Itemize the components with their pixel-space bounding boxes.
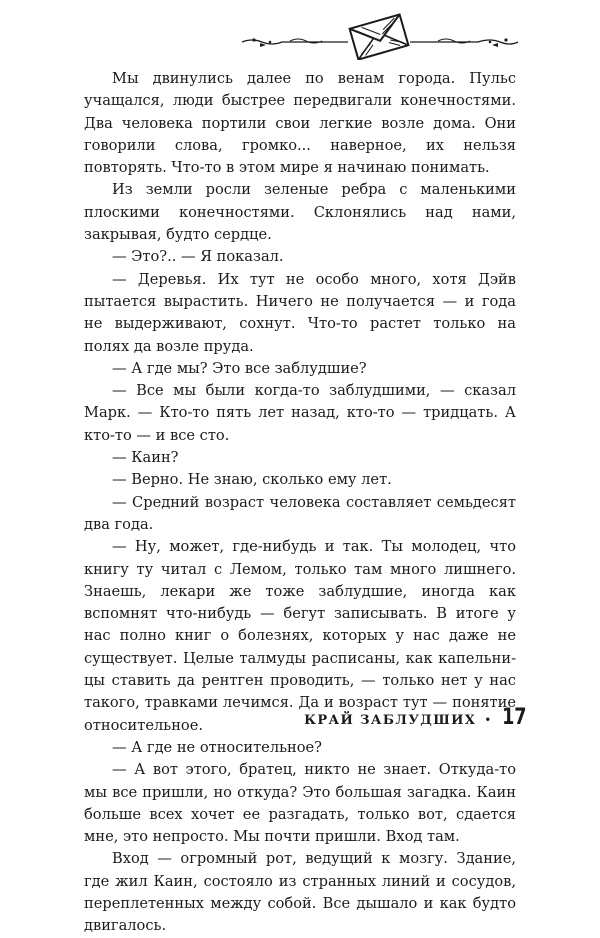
running-head: КРАЙ ЗАБЛУДШИХ bbox=[304, 713, 477, 728]
paragraph: — Все мы были когда-то заблудшими, — сказал Марк. — Кто-то пять лет назад, кто-то — тридцать. А кто-то — и все сто. bbox=[84, 382, 516, 444]
paragraph: — Ну, может, где-нибудь и так. Ты молодец, что книгу ту читал с Лемом, только там много лишнего. Знаешь, лекари же тоже заблудшие, иногда как вспомнят что-нибудь — бегут записывать. В итоге у нас полно книг о болезнях, которых у нас даже не существует. Целые талмуды расписаны, как капельницы ставить да рентген проводить, — только нет у нас такого, травками лечимся. Да и возраст тут — понятие относительное. bbox=[84, 538, 516, 734]
paragraph: — Деревья. Их тут не особо много, хотя Дэйв пытается вырастить. Ничего не получается — и года не выдерживают, сохнут. Что-то растет только на полях да возле пруда. bbox=[84, 270, 516, 355]
paragraph: Мы двинулись далее по венам города. Пульс учащался, люди быстрее передвигали конечностями. Два человека портили свои легкие возле дома. Они говорили слова, громко... наверное, их нельзя повторять. Что-то в этом мире я начинаю понимать. bbox=[84, 70, 516, 177]
paragraph: — Верно. Не знаю, сколько ему лет. bbox=[112, 471, 392, 489]
page-footer bbox=[304, 705, 530, 730]
header-ornament-icon bbox=[240, 10, 520, 60]
paragraph: — Каин? bbox=[112, 449, 179, 467]
page-number: 17 bbox=[502, 705, 527, 730]
paragraph: — А где не относительное? bbox=[112, 738, 323, 756]
paragraph: — Средний возраст человека составляет семьдесят два года. bbox=[84, 493, 516, 533]
paragraph: — Это?.. — Я показал. bbox=[112, 248, 284, 266]
paragraph: Из земли росли зеленые ребра с маленькими плоскими конечностями. Склонялись над нами, закрывая, будто сердце. bbox=[84, 181, 516, 244]
paragraph: — А вот этого, братец, никто не знает. Откуда-то мы все пришли, но откуда? Это большая загадка. Каин больше всех хочет ее разгадать, только вот, сдается мне, это непросто. Мы почти пришли. Вход там. bbox=[84, 761, 516, 846]
paragraph: Вход — огромный рот, ведущий к мозгу. Здание, где жил Каин, состояло из странных линий и сосудов, переплетенных между собой. Все дышало и как будто двигалось. bbox=[84, 850, 516, 935]
footer-separator: • bbox=[484, 713, 492, 727]
body-text bbox=[84, 68, 516, 938]
paragraph: — А где мы? Это все заблудшие? bbox=[112, 359, 367, 377]
